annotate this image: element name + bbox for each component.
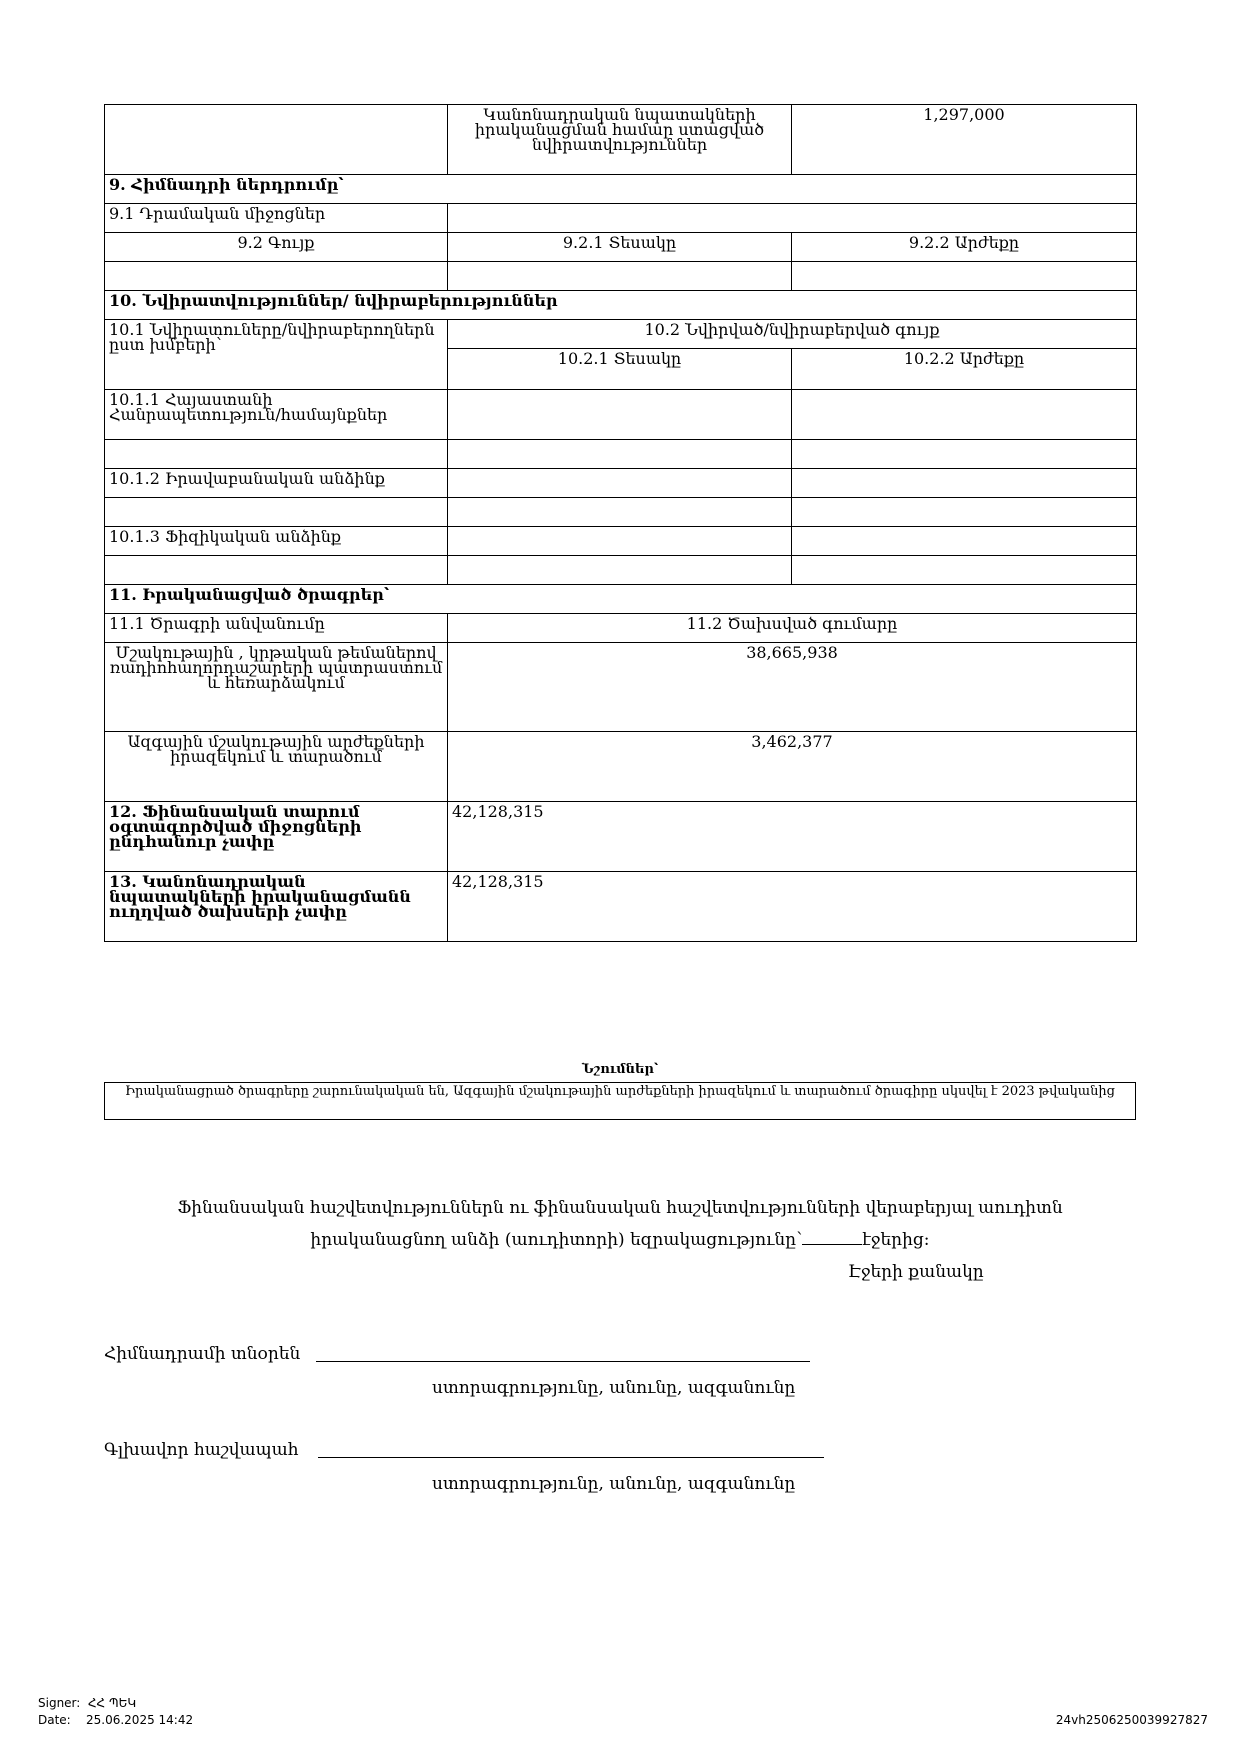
empty-cell — [448, 469, 792, 498]
statutory-expenses-label: 13. Կանոնադրական նպատակների իրականացմանն ուղղված ծախսերի չափը — [105, 872, 448, 942]
empty-cell — [448, 440, 792, 469]
notes-text: Իրականացրած ծրագրերը շարունակական են, Ազգային մշակութային արժեքների իրազեկում և տարածում ծրագիրը սկսվել է 2023 թվականից — [125, 1084, 1115, 1099]
cash-value — [448, 204, 1137, 233]
audit-text-line-2 — [104, 1230, 1136, 1250]
total-used-value: 42,128,315 — [448, 802, 1137, 872]
accountant-signature-caption: ստորագրությունը, անունը, ազգանունը — [432, 1474, 796, 1494]
empty-cell — [105, 498, 448, 527]
empty-cell — [792, 556, 1137, 585]
donor-group-legal: 10.1.2 Իրավաբանական անձինք — [105, 469, 448, 498]
empty-cell — [792, 262, 1137, 291]
table-row — [105, 585, 1137, 614]
document-id: 24vh2506250039927827 — [1055, 1713, 1208, 1727]
date-info — [38, 1713, 193, 1727]
donations-value: 1,297,000 — [792, 105, 1137, 175]
property-type-header: 9.2.1 Տեսակը — [448, 233, 792, 262]
section-9-title: 9. Հիմնադրի ներդրումը՝ — [105, 175, 1137, 204]
empty-cell — [792, 390, 1137, 440]
notes-box — [104, 1082, 1136, 1120]
property-value-header: 9.2.2 Արժեքը — [792, 233, 1137, 262]
program-amount: 38,665,938 — [448, 643, 1137, 732]
donor-group-natural: 10.1.3 Ֆիզիկական անձինք — [105, 527, 448, 556]
donor-group-state: 10.1.1 Հայաստանի Հանրապետություն/համայնքներ — [105, 390, 448, 440]
date-label: Date: — [38, 1713, 71, 1727]
signer-label: Signer: — [38, 1696, 81, 1710]
table-row — [105, 262, 1137, 291]
table-row — [105, 498, 1137, 527]
empty-cell — [448, 527, 792, 556]
table-row — [105, 204, 1137, 233]
program-amount-header: 11.2 Ծախսված գումարը — [448, 614, 1137, 643]
table-row — [105, 872, 1137, 942]
pages-count-label: Էջերի քանակը — [848, 1262, 984, 1282]
empty-cell — [792, 469, 1137, 498]
empty-cell — [448, 556, 792, 585]
donated-value-header: 10.2.2 Արժեքը — [792, 349, 1137, 390]
table-row — [105, 233, 1137, 262]
table-row — [105, 643, 1137, 732]
table-row — [105, 320, 1137, 349]
audit-pages-suffix: էջերից։ — [862, 1230, 930, 1250]
donated-type-header: 10.2.1 Տեսակը — [448, 349, 792, 390]
empty-cell — [448, 390, 792, 440]
table-row — [105, 732, 1137, 802]
table-row — [105, 291, 1137, 320]
date-value: 25.06.2025 14:42 — [86, 1713, 194, 1727]
property-label: 9.2 Գույք — [105, 233, 448, 262]
director-signature-line — [316, 1361, 810, 1362]
empty-cell — [105, 440, 448, 469]
empty-cell — [105, 105, 448, 175]
section-11-title: 11. Իրականացված ծրագրեր՝ — [105, 585, 1137, 614]
table-row — [105, 390, 1137, 440]
program-name-header: 11.1 Ծրագրի անվանումը — [105, 614, 448, 643]
section-10-title: 10. Նվիրատվություններ/ նվիրաբերություններ — [105, 291, 1137, 320]
signer-value: ՀՀ ՊԵԿ — [87, 1696, 137, 1710]
signer-info — [38, 1696, 136, 1710]
empty-cell — [448, 262, 792, 291]
donations-label: Կանոնադրական նպատակների իրականացման համար ստացված նվիրատվություններ — [448, 105, 792, 175]
pages-blank-line — [802, 1244, 862, 1245]
accountant-label: Գլխավոր հաշվապահ — [104, 1440, 299, 1460]
table-row — [105, 802, 1137, 872]
audit-conclusion-label: իրականացնող անձի (աուդիտորի) եզրակացությունը՝ — [310, 1230, 803, 1250]
total-used-label: 12. Ֆինանսական տարում օգտագործված միջոցների ընդհանուր չափը — [105, 802, 448, 872]
donated-property-header: 10.2 Նվիրված/նվիրաբերված գույք — [448, 320, 1137, 349]
statutory-expenses-value: 42,128,315 — [448, 872, 1137, 942]
empty-cell — [792, 498, 1137, 527]
program-amount: 3,462,377 — [448, 732, 1137, 802]
table-row — [105, 469, 1137, 498]
cash-label: 9.1 Դրամական միջոցներ — [105, 204, 448, 233]
audit-text-line-1: Ֆինանսական հաշվետվություններն ու ֆինանսական հաշվետվությունների վերաբերյալ աուդիտն — [177, 1198, 1063, 1218]
empty-cell — [448, 498, 792, 527]
notes-title: Նշումներ՝ — [581, 1062, 659, 1077]
program-name: Մշակութային , կրթական թեմաներով ռադիոհաղորդաշարերի պատրաստում և հեռարձակում — [105, 643, 448, 732]
accountant-signature-line — [318, 1457, 824, 1458]
table-row — [105, 527, 1137, 556]
table-row — [105, 175, 1137, 204]
table-row — [105, 556, 1137, 585]
table-row — [105, 440, 1137, 469]
table-row — [105, 105, 1137, 175]
director-signature-caption: ստորագրությունը, անունը, ազգանունը — [432, 1378, 796, 1398]
empty-cell — [105, 556, 448, 585]
table-row — [105, 614, 1137, 643]
program-name: Ազգային մշակութային արժեքների իրազեկում և տարածում — [105, 732, 448, 802]
director-label: Հիմնադրամի տնօրեն — [104, 1344, 301, 1364]
report-table — [104, 104, 1137, 942]
empty-cell — [105, 262, 448, 291]
empty-cell — [792, 527, 1137, 556]
donors-label: 10.1 Նվիրատուները/նվիրաբերողներն ըստ խմբերի՝ — [105, 320, 448, 390]
empty-cell — [792, 440, 1137, 469]
